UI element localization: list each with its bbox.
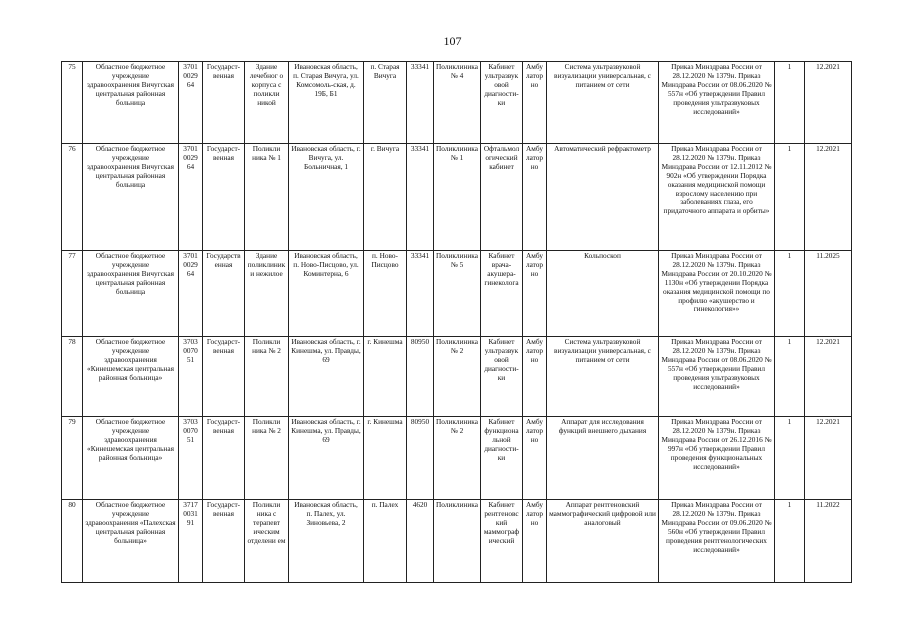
building-cell: Здание лечебног о корпуса с поликли никой: [245, 62, 289, 144]
room-cell: Кабинет рентгеновский маммографический: [481, 500, 523, 583]
organization-cell: Областное бюджетное учреждение здравоохранения Вичугская центральная районная больница: [83, 251, 179, 337]
room-cell: Кабинет ультразвук овой диагности-ки: [481, 337, 523, 417]
care-type-cell: Амбулаторно: [523, 251, 547, 337]
equipment-cell: Аппарат для исследования функций внешнего дыхания: [547, 417, 659, 500]
date-cell: 11.2022: [805, 500, 852, 583]
row-number-cell: 75: [62, 62, 83, 144]
table-row: [62, 500, 852, 583]
date-cell: 12.2021: [805, 144, 852, 251]
order-cell: Приказ Минздрава России от 28.12.2020 № 1379н. Приказ Минздрава России от 26.12.2016 № 997н «Об утверждении Правил проведения функциональных исследований»: [659, 417, 775, 500]
care-type-cell: Амбулаторно: [523, 337, 547, 417]
oktmo-cell: 4620: [407, 500, 434, 583]
code-cell: 3701 0029 64: [179, 251, 203, 337]
room-cell: Офтальмол огический кабинет: [481, 144, 523, 251]
row-number-cell: 78: [62, 337, 83, 417]
organization-cell: Областное бюджетное учреждение здравоохранения «Палехская центральная районная больница»: [83, 500, 179, 583]
oktmo-cell: 33341: [407, 144, 434, 251]
building-cell: Здание поликлиники нежилое: [245, 251, 289, 337]
oktmo-cell: 80950: [407, 337, 434, 417]
code-cell: 3703 0070 51: [179, 337, 203, 417]
code-cell: 3703 0070 51: [179, 417, 203, 500]
ownership-cell: Государст-венная: [203, 500, 245, 583]
order-cell: Приказ Минздрава России от 28.12.2020 № 1379н. Приказ Минздрава России от 20.10.2020 № 1130н «Об утверждении Порядка оказания медицинской помощи по профилю «акушерство и гинекология»»: [659, 251, 775, 337]
address-cell: Ивановская область, п. Ново-Писцово, ул. Коминтерна, 6: [289, 251, 364, 337]
row-number-cell: 77: [62, 251, 83, 337]
address-cell: Ивановская область, г. Вичуга, ул. Больничная, 1: [289, 144, 364, 251]
care-type-cell: Амбулаторно: [523, 62, 547, 144]
equipment-cell: Аппарат рентгеновский маммографический цифровой или аналоговый: [547, 500, 659, 583]
organization-cell: Областное бюджетное учреждение здравоохранения «Кинешемская центральная районная больница»: [83, 417, 179, 500]
division-cell: Поликлиника № 4: [434, 62, 481, 144]
order-cell: Приказ Минздрава России от 28.12.2020 № 1379н. Приказ Минздрава России от 12.11.2012 № 902н «Об утверждении Порядка оказания медицинской помощи взрослому населению при заболеваниях глаза, его придаточного аппарата и орбиты»: [659, 144, 775, 251]
locality-cell: п. Ново-Писцово: [364, 251, 407, 337]
ownership-cell: Государст-венная: [203, 417, 245, 500]
division-cell: Поликлиника № 2: [434, 417, 481, 500]
date-cell: 12.2021: [805, 62, 852, 144]
code-cell: 3701 0029 64: [179, 62, 203, 144]
building-cell: Поликли ника № 2: [245, 417, 289, 500]
table-row: [62, 337, 852, 417]
address-cell: Ивановская область, г. Кинешма, ул. Правды, 69: [289, 417, 364, 500]
table-row: [62, 251, 852, 337]
organization-cell: Областное бюджетное учреждение здравоохранения «Кинешемская центральная районная больница»: [83, 337, 179, 417]
order-cell: Приказ Минздрава России от 28.12.2020 № 1379н. Приказ Минздрава России от 08.06.2020 № 557н «Об утверждении Правил проведения ультразвуковых исследований»: [659, 62, 775, 144]
care-type-cell: Амбулаторно: [523, 500, 547, 583]
address-cell: Ивановская область, п. Палех, ул. Зиновьева, 2: [289, 500, 364, 583]
building-cell: Поликли ника № 2: [245, 337, 289, 417]
locality-cell: г. Кинешма: [364, 337, 407, 417]
organization-cell: Областное бюджетное учреждение здравоохранения Вичугская центральная районная больница: [83, 144, 179, 251]
division-cell: Поликлиника: [434, 500, 481, 583]
locality-cell: п. Старая Вичуга: [364, 62, 407, 144]
row-number-cell: 76: [62, 144, 83, 251]
organization-cell: Областное бюджетное учреждение здравоохранения Вичугская центральная районная больница: [83, 62, 179, 144]
division-cell: Поликлиника № 5: [434, 251, 481, 337]
oktmo-cell: 33341: [407, 251, 434, 337]
building-cell: Поликли ника № 1: [245, 144, 289, 251]
equipment-cell: Автоматический рефрактометр: [547, 144, 659, 251]
ownership-cell: Государст-венная: [203, 144, 245, 251]
quantity-cell: 1: [775, 337, 805, 417]
quantity-cell: 1: [775, 251, 805, 337]
table-row: [62, 62, 852, 144]
quantity-cell: 1: [775, 500, 805, 583]
care-type-cell: Амбулаторно: [523, 417, 547, 500]
building-cell: Поликли ника с терапевт ическим отделени ем: [245, 500, 289, 583]
page-number: 107: [443, 34, 462, 48]
date-cell: 12.2021: [805, 337, 852, 417]
quantity-cell: 1: [775, 417, 805, 500]
equipment-registry-table: [61, 61, 852, 583]
code-cell: 3701 0029 64: [179, 144, 203, 251]
equipment-cell: Кольпоскоп: [547, 251, 659, 337]
room-cell: Кабинет ультразвук овой диагности-ки: [481, 62, 523, 144]
equipment-cell: Система ультразвуковой визуализации универсальная, с питанием от сети: [547, 62, 659, 144]
ownership-cell: Государственная: [203, 251, 245, 337]
date-cell: 12.2021: [805, 417, 852, 500]
order-cell: Приказ Минздрава России от 28.12.2020 № 1379н. Приказ Минздрава России от 08.06.2020 № 557н «Об утверждении Правил проведения ультразвуковых исследований»: [659, 337, 775, 417]
ownership-cell: Государст-венная: [203, 337, 245, 417]
locality-cell: г. Вичуга: [364, 144, 407, 251]
oktmo-cell: 33341: [407, 62, 434, 144]
address-cell: Ивановская область, п. Старая Вичуга, ул. Комсомоль-ская, д. 19Б, Б1: [289, 62, 364, 144]
locality-cell: п. Палех: [364, 500, 407, 583]
row-number-cell: 80: [62, 500, 83, 583]
ownership-cell: Государст-венная: [203, 62, 245, 144]
quantity-cell: 1: [775, 62, 805, 144]
division-cell: Поликлиника № 2: [434, 337, 481, 417]
table-row: [62, 144, 852, 251]
equipment-cell: Система ультразвуковой визуализации универсальная, с питанием от сети: [547, 337, 659, 417]
row-number-cell: 79: [62, 417, 83, 500]
locality-cell: г. Кинешма: [364, 417, 407, 500]
code-cell: 3717 0031 91: [179, 500, 203, 583]
care-type-cell: Амбулаторно: [523, 144, 547, 251]
date-cell: 11.2025: [805, 251, 852, 337]
room-cell: Кабинет функциональной диагности-ки: [481, 417, 523, 500]
division-cell: Поликлиника № 1: [434, 144, 481, 251]
oktmo-cell: 80950: [407, 417, 434, 500]
table-row: [62, 417, 852, 500]
room-cell: Кабинет врача-акушера-гинеколога: [481, 251, 523, 337]
order-cell: Приказ Минздрава России от 28.12.2020 № 1379н. Приказ Минздрава России от 09.06.2020 № 560н «Об утверждении Правил проведения рентгенологических исследований»: [659, 500, 775, 583]
address-cell: Ивановская область, г. Кинешма, ул. Правды, 69: [289, 337, 364, 417]
quantity-cell: 1: [775, 144, 805, 251]
